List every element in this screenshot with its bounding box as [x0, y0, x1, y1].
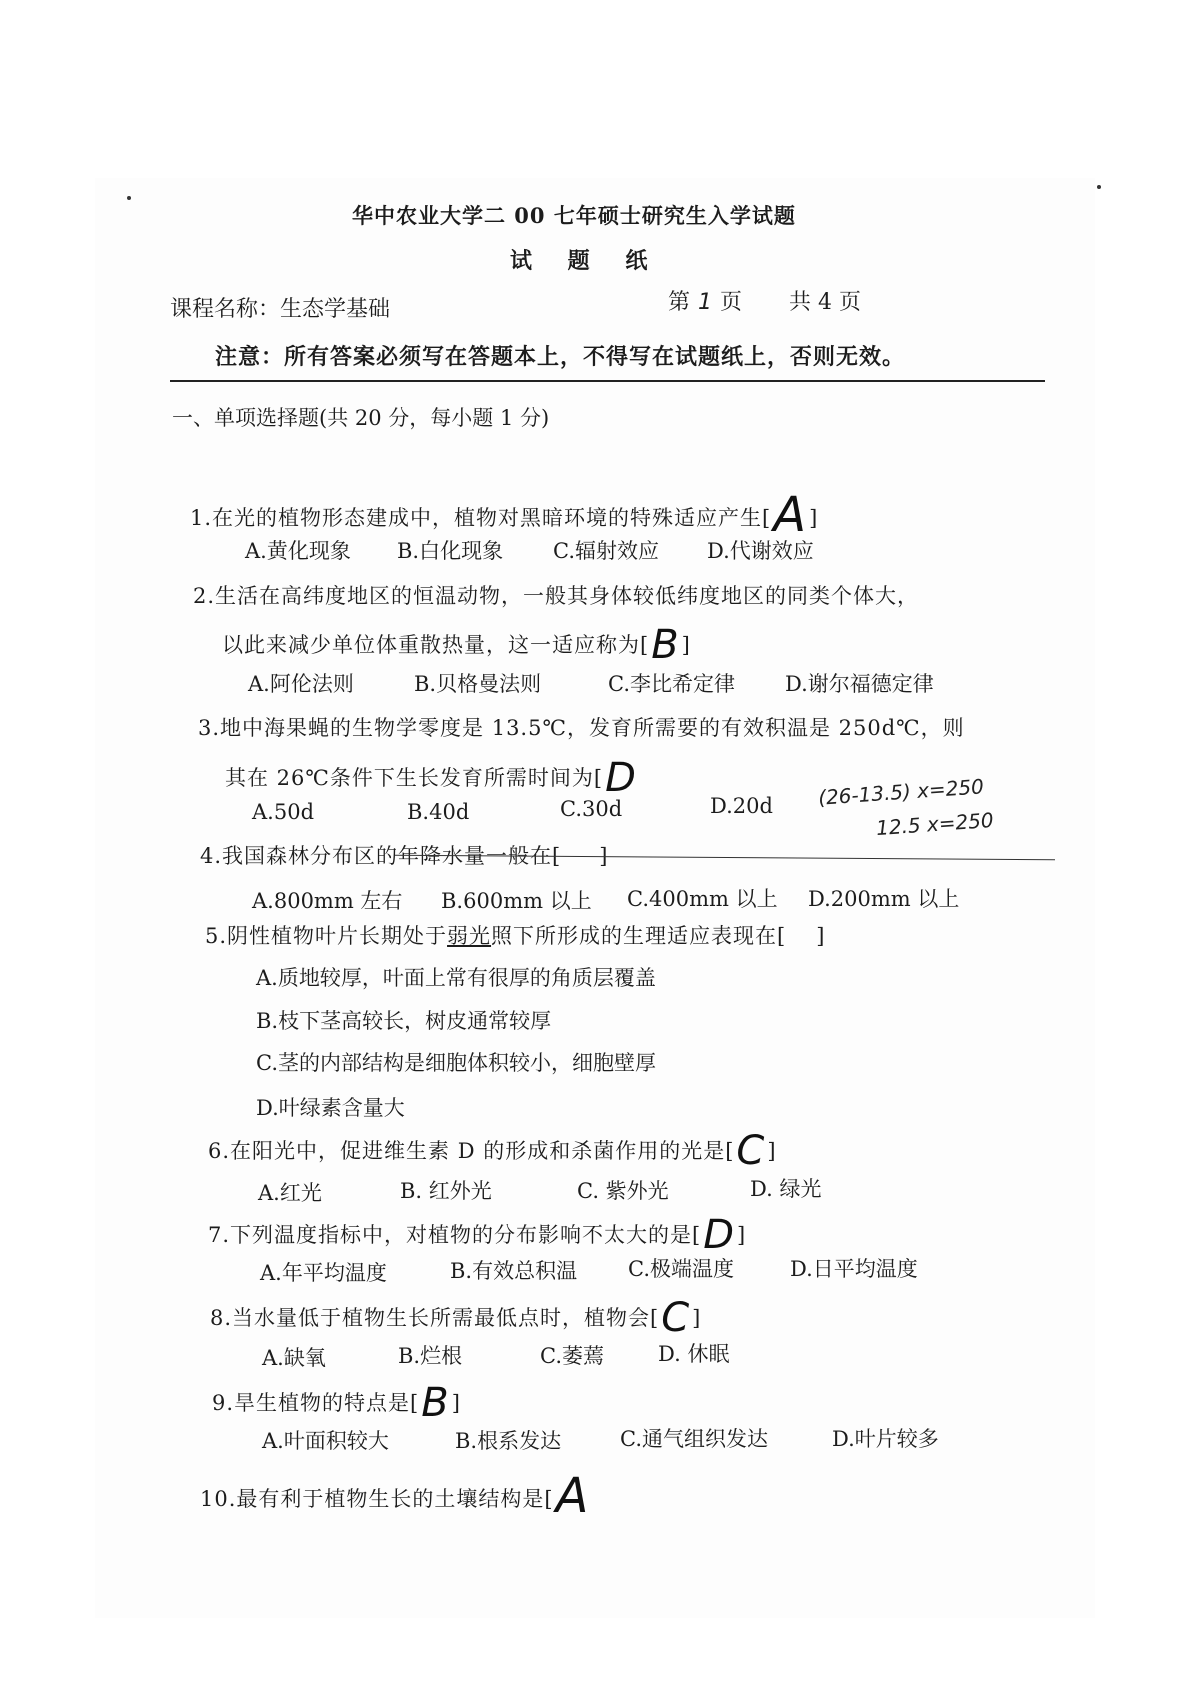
- q4-option-c: C.400mm 以上: [627, 887, 778, 911]
- q9-option-d: D.叶片较多: [832, 1427, 939, 1451]
- q5-option-a: A.质地较厚，叶面上常有很厚的角质层覆盖: [256, 966, 656, 990]
- q7-option-a: A.年平均温度: [260, 1261, 387, 1285]
- q4-option-d: D.200mm 以上: [808, 887, 960, 911]
- q7-option-d: D.日平均温度: [790, 1257, 918, 1281]
- q6-option-a: A.红光: [258, 1181, 322, 1205]
- handwritten-answer: B: [421, 1380, 450, 1426]
- q9-option-c: C.通气组织发达: [620, 1427, 768, 1451]
- scan-speck: [1097, 185, 1101, 189]
- scan-speck: [127, 196, 131, 200]
- q2-option-c: C.李比希定律: [608, 672, 735, 696]
- question-2-stem: 2.生活在高纬度地区的恒温动物，一般其身体较低纬度地区的同类个体大，: [193, 584, 920, 608]
- question-8-stem: 8.当水量低于植物生长所需最低点时，植物会[C]: [210, 1295, 702, 1341]
- page-current: 1: [698, 290, 713, 315]
- question-10-stem: 10.最有利于植物生长的土壤结构是[A: [200, 1468, 590, 1524]
- page-suffix: 页: [720, 290, 743, 315]
- question-1-stem: 1.在光的植物形态建成中，植物对黑暗环境的特殊适应产生[A]: [190, 487, 819, 543]
- handwritten-answer: A: [773, 487, 808, 543]
- exam-title: 华中农业大学二 00 七年硕士研究生入学试题: [352, 203, 796, 228]
- q2-option-d: D.谢尔福德定律: [785, 672, 934, 696]
- q8-option-a: A.缺氧: [262, 1346, 326, 1370]
- header-rule: [170, 380, 1045, 382]
- q4-option-b: B.600mm 以上: [441, 889, 592, 913]
- q1-option-a: A.黄化现象: [245, 539, 351, 563]
- question-4-stem: 4.我国森林分布区的年降水量一般在[: [200, 844, 562, 868]
- handwritten-answer: D: [605, 755, 637, 801]
- question-3-stem: 3.地中海果蝇的生物学零度是 13.5℃，发育所需要的有效积温是 250d℃，则: [198, 716, 965, 740]
- handwritten-calculation: 12.5 x=250: [875, 807, 995, 841]
- question-9-stem: 9.旱生植物的特点是[B]: [212, 1380, 461, 1426]
- exam-subtitle: 试 题 纸: [510, 248, 648, 274]
- page-total: 共 4 页: [789, 290, 862, 315]
- q2-option-a: A.阿伦法则: [248, 672, 354, 696]
- q4-option-a: A.800mm 左右: [252, 889, 403, 913]
- question-3-stem-cont: 其在 26℃条件下生长发育所需时间为[D: [225, 755, 637, 801]
- exam-notice: 注意：所有答案必须写在答题本上，不得写在试题纸上，否则无效。: [215, 344, 906, 370]
- q1-option-b: B.白化现象: [397, 539, 504, 563]
- q3-option-b: B.40d: [407, 800, 470, 824]
- q6-option-b: B. 红外光: [400, 1179, 492, 1203]
- q7-option-b: B.有效总积温: [450, 1259, 578, 1283]
- q6-option-c: C. 紫外光: [577, 1179, 669, 1203]
- q5-option-b: B.枝下茎高较长，树皮通常较厚: [256, 1009, 552, 1033]
- q1-option-c: C.辐射效应: [553, 539, 659, 563]
- question-2-stem-cont: 以此来减少单位体重散热量，这一适应称为[B]: [222, 622, 691, 668]
- q8-option-b: B.烂根: [398, 1344, 463, 1368]
- q8-option-c: C.萎蔫: [540, 1344, 604, 1368]
- handwritten-answer: C: [661, 1295, 691, 1341]
- q3-option-a: A.50d: [252, 800, 315, 824]
- question-5-stem: 5.阴性植物叶片长期处于弱光照下所形成的生理适应表现在[ ]: [205, 924, 826, 948]
- q5-option-d: D.叶绿素含量大: [256, 1096, 405, 1120]
- q8-option-d: D. 休眠: [658, 1342, 730, 1366]
- handwritten-answer: A: [555, 1468, 590, 1524]
- q9-option-b: B.根系发达: [455, 1429, 562, 1453]
- handwritten-answer: B: [651, 622, 680, 668]
- handwritten-answer: D: [703, 1212, 736, 1258]
- handwritten-answer: C: [736, 1128, 766, 1174]
- page-info: [668, 285, 861, 316]
- q2-option-b: B.贝格曼法则: [414, 672, 542, 696]
- q6-option-d: D. 绿光: [750, 1177, 822, 1201]
- course-name: 课程名称：生态学基础: [170, 297, 391, 322]
- page-prefix: 第: [668, 290, 691, 315]
- q1-option-d: D.代谢效应: [707, 539, 814, 563]
- question-7-stem: 7.下列温度指标中，对植物的分布影响不太大的是[D]: [208, 1212, 747, 1258]
- q7-option-c: C.极端温度: [628, 1257, 734, 1281]
- q3-option-d: D.20d: [710, 794, 773, 818]
- handwritten-calculation: (26-13.5) x=250: [817, 774, 985, 810]
- q5-option-c: C.茎的内部结构是细胞体积较小，细胞壁厚: [256, 1051, 656, 1075]
- section-heading: 一、单项选择题(共 20 分，每小题 1 分): [172, 406, 550, 430]
- question-6-stem: 6.在阳光中，促进维生素 D 的形成和杀菌作用的光是[C]: [208, 1128, 777, 1174]
- q3-option-c: C.30d: [560, 797, 623, 821]
- q9-option-a: A.叶面积较大: [262, 1429, 389, 1453]
